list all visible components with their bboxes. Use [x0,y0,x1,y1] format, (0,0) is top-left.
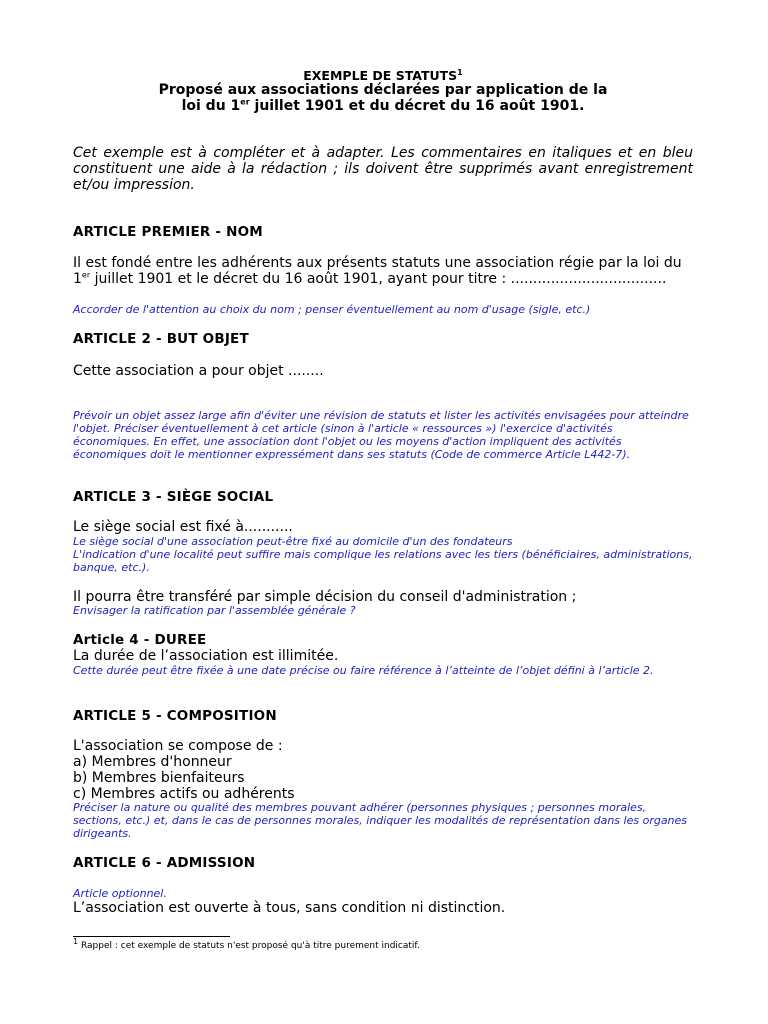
list-item: b) Membres bienfaiteurs [73,770,245,786]
article-5-heading: ARTICLE 5 - COMPOSITION [73,708,277,724]
ordinal-sup: er [240,97,250,107]
article-3-heading: ARTICLE 3 - SIÈGE SOCIAL [73,489,274,505]
list-item: c) Membres actifs ou adhérents [73,786,295,802]
article-2-text: Cette association a pour objet ........ [73,363,324,379]
intro-paragraph: Cet exemple est à compléter et à adapter. Les commentaires en italiques et en bleu constituent une aide à la rédaction ; ils doivent être supprimés avant enregistrement et/ou impression. [73,145,693,193]
article-6-heading: ARTICLE 6 - ADMISSION [73,855,256,871]
footnote-text: Rappel : cet exemple de statuts n'est proposé qu'à titre purement indicatif. [78,941,420,951]
article-2-note: Prévoir un objet assez large afin d'éviter une révision de statuts et lister les activités envisagées pour atteindre l'objet. Préciser éventuellement à cet article (sinon à l'article « ressources ») l'exercice d'activités économiques. En effet, une association dont l'objet ou les moyens d'action impliquent des activités économiques doit le mentionner expressément dans ses statuts (Code de commerce Article L442-7). [73,409,689,461]
subtitle-part: juillet 1901 et du décret du 16 août 1901. [249,98,585,114]
article-3-note-3: Envisager la ratification par l'assemblée générale ? [73,604,356,617]
article-1-heading: ARTICLE PREMIER - NOM [73,224,263,240]
document-title [73,68,693,83]
article-2-heading: ARTICLE 2 - BUT OBJET [73,331,249,347]
article-5-note: Préciser la nature ou qualité des membres pouvant adhérer (personnes physiques ; personnes morales, sections, etc.) et, dans le cas de personnes morales, indiquer les modalités de représentation dans les organes dirigeants. [73,801,688,840]
footnote-marker: 1 [457,67,463,77]
article-5-list [73,738,693,802]
article-4-heading: Article 4 - DUREE [73,632,207,648]
footnote-separator [73,936,230,937]
footnote-number: 1 [73,937,79,946]
footnote [73,937,420,951]
document-subtitle-line2 [73,98,693,114]
article-1-note: Accorder de l'attention au choix du nom ; penser éventuellement au nom d'usage (sigle, etc.) [73,303,591,316]
article-3-note-1: Le siège social d'une association peut-être fixé au domicile d'un des fondateurs [73,535,513,548]
article-4-text: La durée de l’association est illimitée. [73,648,339,664]
ordinal-sup: er [81,270,91,280]
subtitle-part: loi du 1 [181,98,241,114]
article-1-line2 [73,271,693,287]
list-item: a) Membres d'honneur [73,754,232,770]
article-1-line1: Il est fondé entre les adhérents aux présents statuts une association régie par la loi du [73,255,682,271]
article-3-text-2: Il pourra être transféré par simple décision du conseil d'administration ; [73,589,577,605]
article-6-note: Article optionnel. [73,887,167,900]
article-6-text: L’association est ouverte à tous, sans condition ni distinction. [73,900,506,916]
list-item: L'association se compose de : [73,738,283,754]
article-1-text [73,255,693,287]
article-3-text: Le siège social est fixé à........... [73,519,293,535]
text-part: juillet 1901 et le décret du 16 août 1901, ayant pour titre : ................................... [90,271,667,287]
text-part: 1 [73,271,82,287]
document-subtitle: Proposé aux associations déclarées par application de la [158,82,608,98]
article-3-note-2: L'indication d'une localité peut suffire mais complique les relations avec les tiers (bénéficiaires, administrations, banque, etc.). [73,548,693,574]
article-4-note: Cette durée peut être fixée à une date précise ou faire référence à l’atteinte de l’objet défini à l’article 2. [73,664,654,677]
title-text: EXEMPLE DE STATUTS [303,68,458,83]
